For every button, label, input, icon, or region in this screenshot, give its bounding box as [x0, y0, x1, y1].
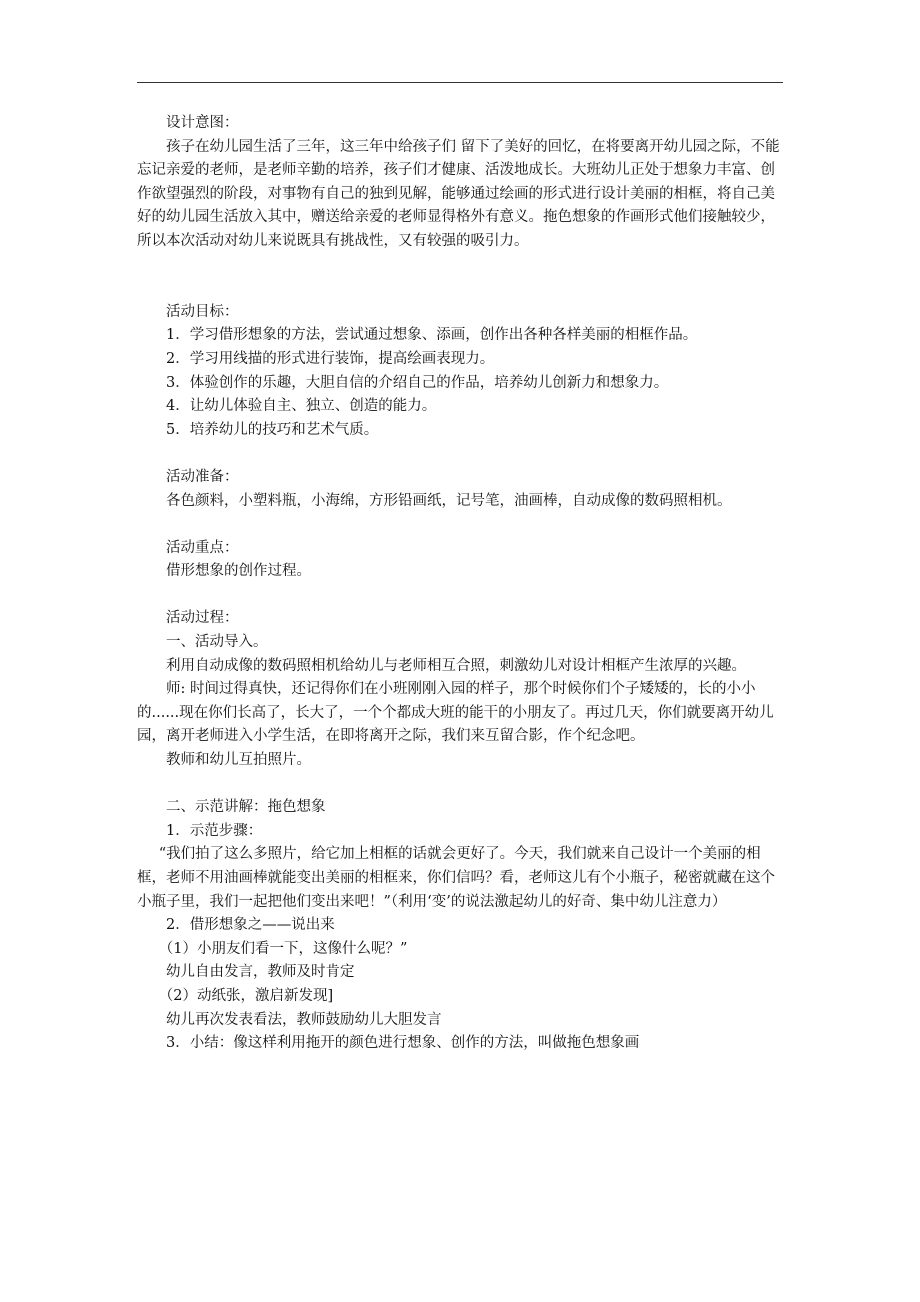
spacer	[137, 254, 787, 278]
goal-item: 1．学习借形想象的方法，尝试通过想象、添画，创作出各种各样美丽的相框作品。	[166, 327, 698, 344]
step2-quote: “我们拍了这么多照片，给它加上相框的话就会更好了。今天，我们就来自己设计一个美丽的相框，老师不用油画棒就能变出美丽的相框来，你们信吗？看，老师这儿有个小瓶子，秘密就藏在这个小瓶子里，我们一起把他们变出来吧！”（利用‘变’的说法激起幼儿的好奇、集中幼儿注意力）	[137, 846, 775, 910]
step2-question-1: （1）小朋友们看一下，这像什么呢？”	[158, 940, 408, 957]
step1-photo-note: 教师和幼儿互拍照片。	[166, 752, 311, 769]
header-rule	[137, 82, 783, 83]
step1-paragraph: 利用自动成像的数码照相机给幼儿与老师相互合照，刺激幼儿对设计相框产生浓厚的兴趣。	[166, 657, 746, 674]
spacer	[137, 584, 787, 608]
process-heading: 活动过程：	[166, 610, 239, 627]
intent-paragraph: 孩子在幼儿园生活了三年，这三年中给孩子们 留下了美好的回忆，在将要离开幼儿园之际，不能忘记亲爱的老师，是老师辛勤的培养，孩子们才健康、活泼地成长。大班幼儿正处于想象力丰富、创作欲望强烈的阶段，对事物有自己的独到见解，能够通过绘画的形式进行设计美丽的相框，将自己美好的幼儿园生活放入其中，赠送给亲爱的老师显得格外有意义。拖色想象的作画形式他们接触较少，所以本次活动对幼儿来说既具有挑战性，又有较强的吸引力。	[137, 138, 780, 249]
spacer	[137, 773, 787, 797]
document-body	[137, 112, 787, 1056]
spacer	[137, 442, 787, 466]
prep-paragraph: 各色颜料，小塑料瓶，小海绵，方形铅画纸，记号笔，油画棒，自动成像的数码照相机。	[166, 492, 732, 509]
focus-heading: 活动重点：	[166, 539, 239, 556]
step2-answer-1: 幼儿自由发言，教师及时肯定	[166, 964, 355, 981]
step2-answer-2: 幼儿再次发表看法，教师鼓励幼儿大胆发言	[166, 1011, 442, 1028]
goal-item: 4．让幼儿体验自主、独立、创造的能力。	[166, 398, 437, 415]
step1-heading: 一、活动导入。	[166, 634, 268, 651]
prep-heading: 活动准备：	[166, 468, 239, 485]
goal-item: 5．培养幼儿的技巧和艺术气质。	[166, 421, 379, 438]
step2-sub3: 3．小结：像这样利用拖开的颜色进行想象、创作的方法，叫做拖色想象画	[166, 1035, 640, 1052]
goals-heading: 活动目标：	[166, 303, 239, 320]
step2-sub1: 1．示范步骤：	[166, 822, 263, 839]
spacer	[137, 277, 787, 301]
goal-item: 3．体验创作的乐趣，大胆自信的介绍自己的作品，培养幼儿创新力和想象力。	[166, 374, 669, 391]
step2-heading: 二、示范讲解：拖色想象	[166, 799, 326, 816]
step1-teacher-speech: 师: 时间过得真快，还记得你们在小班刚刚入园的样子，那个时候你们个子矮矮的，长的小小的......现在你们长高了，长大了，一个个都成大班的能干的小朋友了。再过几天，你们就要离开幼儿园，离开老师进入小学生活，在即将离开之际，我们来互留合影，作个纪念吧。	[137, 681, 774, 745]
focus-paragraph: 借形想象的创作过程。	[166, 563, 311, 580]
intent-heading: 设计意图：	[166, 115, 239, 131]
step2-question-2: （2）动纸张，激启新发现]	[158, 987, 334, 1004]
spacer	[137, 513, 787, 537]
goal-item: 2．学习用线描的形式进行装饰，提高绘画表现力。	[166, 350, 495, 367]
step2-sub2: 2．借形想象之——说出来	[166, 917, 335, 934]
